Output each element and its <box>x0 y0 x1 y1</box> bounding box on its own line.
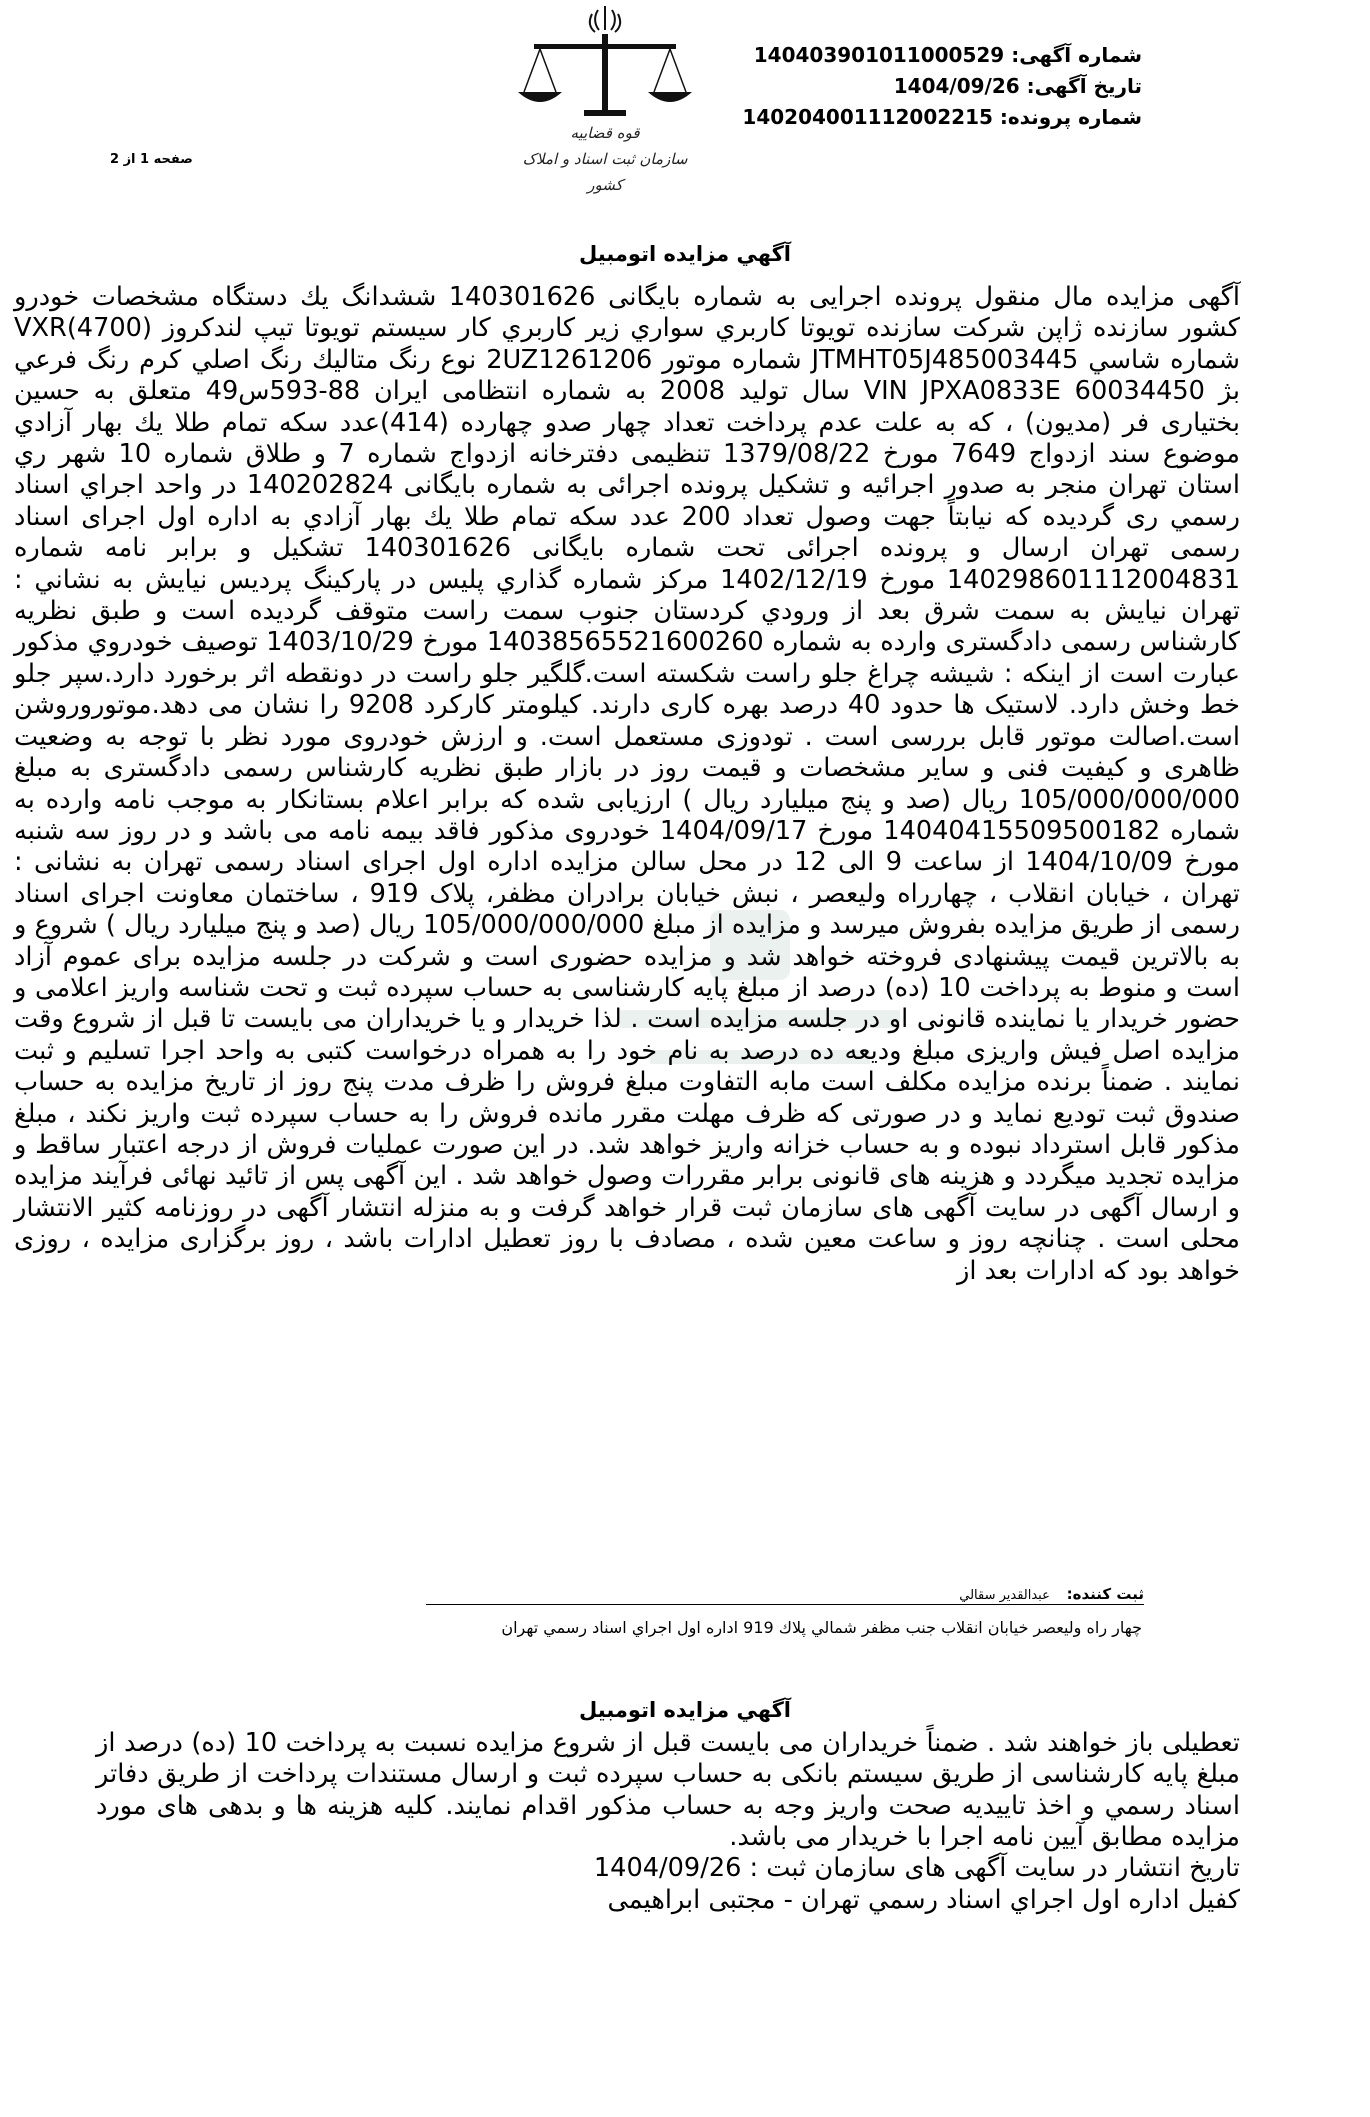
signer-line: کفیل اداره اول اجراي اسناد رسمي تهران - مجتبی ابراهیمی <box>607 1885 1240 1915</box>
notice-number-row <box>742 40 1142 71</box>
registrar-label: ثبت كننده: <box>1066 1585 1144 1603</box>
notice-title: آگهي مزايده اتومبيل <box>579 242 791 266</box>
header-meta <box>742 40 1142 133</box>
file-number: 140204001112002215 <box>742 105 993 129</box>
notice-body-continued: تعطیلی باز خواهند شد . ضمناً خریداران می بایست قبل از شروع مزایده نسبت به پرداخت 10 (ده) درصد از مبلغ پایه کارشناسی از طریق سیستم بانکی به حساب سپرده ثبت و ارسال مستندات پرداخت از طریق دفاتر اسناد رسمي و اخذ تاییدیه صحت واریز وجه به حساب مذکور اقدام نمایند. کلیه هزینه ها و بدهی های مورد مزایده مطابق آیین نامه اجرا با خریدار می باشد. <box>96 1728 1240 1853</box>
registrar <box>959 1585 1144 1603</box>
notice-number-label: شماره آگهی: <box>1011 43 1142 67</box>
publication-date-line: تاریخ انتشار در سایت آگهی های سازمان ثبت : 1404/09/26 <box>593 1853 1240 1883</box>
registrar-name: عبدالقدير سقالي <box>959 1588 1050 1603</box>
file-number-label: شماره پرونده: <box>999 105 1142 129</box>
notice-title-continued: آگهي مزايده اتومبيل <box>579 1698 791 1722</box>
page-indicator: صفحه 1 از 2 <box>110 152 193 167</box>
emblem-line-judiciary: قوه قضاییه <box>570 124 640 142</box>
notice-date: 1404/09/26 <box>893 74 1020 98</box>
emblem-caption <box>505 120 705 198</box>
notice-date-row <box>742 71 1142 102</box>
notice-date-label: تاریخ آگهی: <box>1026 74 1142 98</box>
notice-body: آگهی مزایده مال منقول پرونده اجرایی به شماره بایگانی 140301626 ششدانگ يك دستگاه مشخصات خودرو كشور سازنده ژاپن شركت سازنده تويوتا كاربري سواري زير كاربري كار سيستم تويوتا تيپ لندكروز (VXR(4700 شماره شاسي JTMHT05J485003445 شماره موتور 2UZ1261206 نوع رنگ متاليك رنگ اصلي كرم رنگ فرعي بژ VIN JPXA0833E 60034450 سال توليد 2008 به شماره انتظامی ایران 88-593س49 متعلق به حسین بختیاری فر (مدیون) ، که به علت عدم پرداخت تعداد چهار صدو چهارده (414)عدد سكه تمام طلا يك بهار آزادي موضوع سند ازدواج 7649 مورخ 1379/08/22 تنظیمی دفترخانه ازدواج شماره 7 و طلاق شماره 10 شهر ري استان تهران منجر به صدور اجرائیه و تشکیل پرونده اجرائی به شماره بایگانی 140202824 در واحد اجراي اسناد رسمي ری گردیده که نیابتاً جهت وصول تعداد 200 عدد سكه تمام طلا يك بهار آزادي به اداره اول اجرای اسناد رسمی تهران ارسال و پرونده اجرائی تحت شماره بایگانی 140301626 تشکیل و برابر نامه شماره 140298601112004831 مورخ 1402/12/19 مرکز شماره گذاري پلیس در پاركينگ پرديس نيايش به نشاني : تهران نيايش به سمت شرق بعد از ورودي كردستان جنوب سمت راست متوقف گردیده است و طبق نظریه کارشناس رسمی دادگستری وارده به شماره 14038565521600260 مورخ 1403/10/29 توصیف خودروي مذكور عبارت است از اینکه : شیشه چراغ جلو راست شکسته است.گلگیر جلو راست در دونقطه اثر برخورد دارد.سپر جلو خط وخش دارد. لاستیک ها حدود 40 درصد بهره کاری دارند. کیلومتر کارکرد 9208 را نشان می دهد.موتوروروشن است.اصالت موتور قابل بررسی است . تودوزی مستعمل است. و ارزش خودروی مورد نظر با توجه به وضعیت ظاهری و کیفیت فنی و سایر مشخصات و قیمت روز در بازار طبق نظریه کارشناس رسمی دادگستری به مبلغ 105/000/000/000 ریال (صد و پنج میلیارد ریال ) ارزیابی شده که برابر اعلام بستانکار به موجب نامه وارده به شماره 14040415509500182 مورخ 1404/09/17 خودروی مذکور فاقد بیمه نامه می باشد و در روز سه شنبه مورخ 1404/10/09 از ساعت 9 الی 12 در محل سالن مزایده اداره اول اجرای اسناد رسمی تهران به نشانی : تهران ، خیابان انقلاب ، چهارراه ولیعصر ، نبش خیابان برادران مظفر، پلاک 919 ، ساختمان معاونت اجرای اسناد رسمی از طریق مزایده بفروش میرسد و مزایده از مبلغ 105/000/000/000 ریال (صد و پنج میلیارد ریال ) شروع و به بالاترین قیمت پیشنهادی فروخته خواهد شد و مزایده حضوری است و شرکت در جلسه مزایده برای عموم آزاد است و منوط به پرداخت 10 (ده) درصد از مبلغ پایه کارشناسی به حساب سپرده ثبت و تحت شناسه واریز اعلامی و حضور خریدار یا نماینده قانونی او در جلسه مزایده است . لذا خریدار و یا خریداران می بایست تا قبل از شروع وقت مزایده اصل فیش واریزی مبلغ ودیعه ده درصد به نام خود را به همراه درخواست کتبی به واحد اجرا تسلیم و ثبت نمایند . ضمناً برنده مزایده مکلف است مابه التفاوت مبلغ فروش را ظرف مدت پنج روز از تاریخ مزایده به حساب صندوق ثبت تودیع نماید و در صورتی که ظرف مهلت مقرر مانده فروش را به حساب سپرده ثبت واریز نکند ، مبلغ مذکور قابل استرداد نبوده و به حساب خزانه واریز خواهد شد. در این صورت عملیات فروش از درجه اعتبار ساقط و مزایده تجدید میگردد و هزینه های قانونی برابر مقررات وصول خواهد شد . این آگهی پس از تائید نهائی فرآیند مزایده و ارسال آگهی در سایت آگهی های سازمان ثبت قرار خواهد گرفت و به منزله انتشار آگهی در روزنامه کثیر الانتشار محلی است . چنانچه روز و ساعت معین شده ، مصادف با روز تعطیل ادارات باشد ، روز برگزاری مزایده ، روزی خواهد بود که ادارات بعد از <box>14 282 1241 1286</box>
notice-number: 140403901011000529 <box>753 43 1005 67</box>
file-number-row <box>742 102 1142 133</box>
footer-divider <box>426 1604 1144 1605</box>
emblem-line-organization: سازمان ثبت اسناد و املاک کشور <box>522 150 688 194</box>
office-address: چهار راه وليعصر خيابان انقلاب جنب مظفر شمالي پلاك 919 اداره اول اجراي اسناد رسمي تهران <box>501 1618 1142 1637</box>
